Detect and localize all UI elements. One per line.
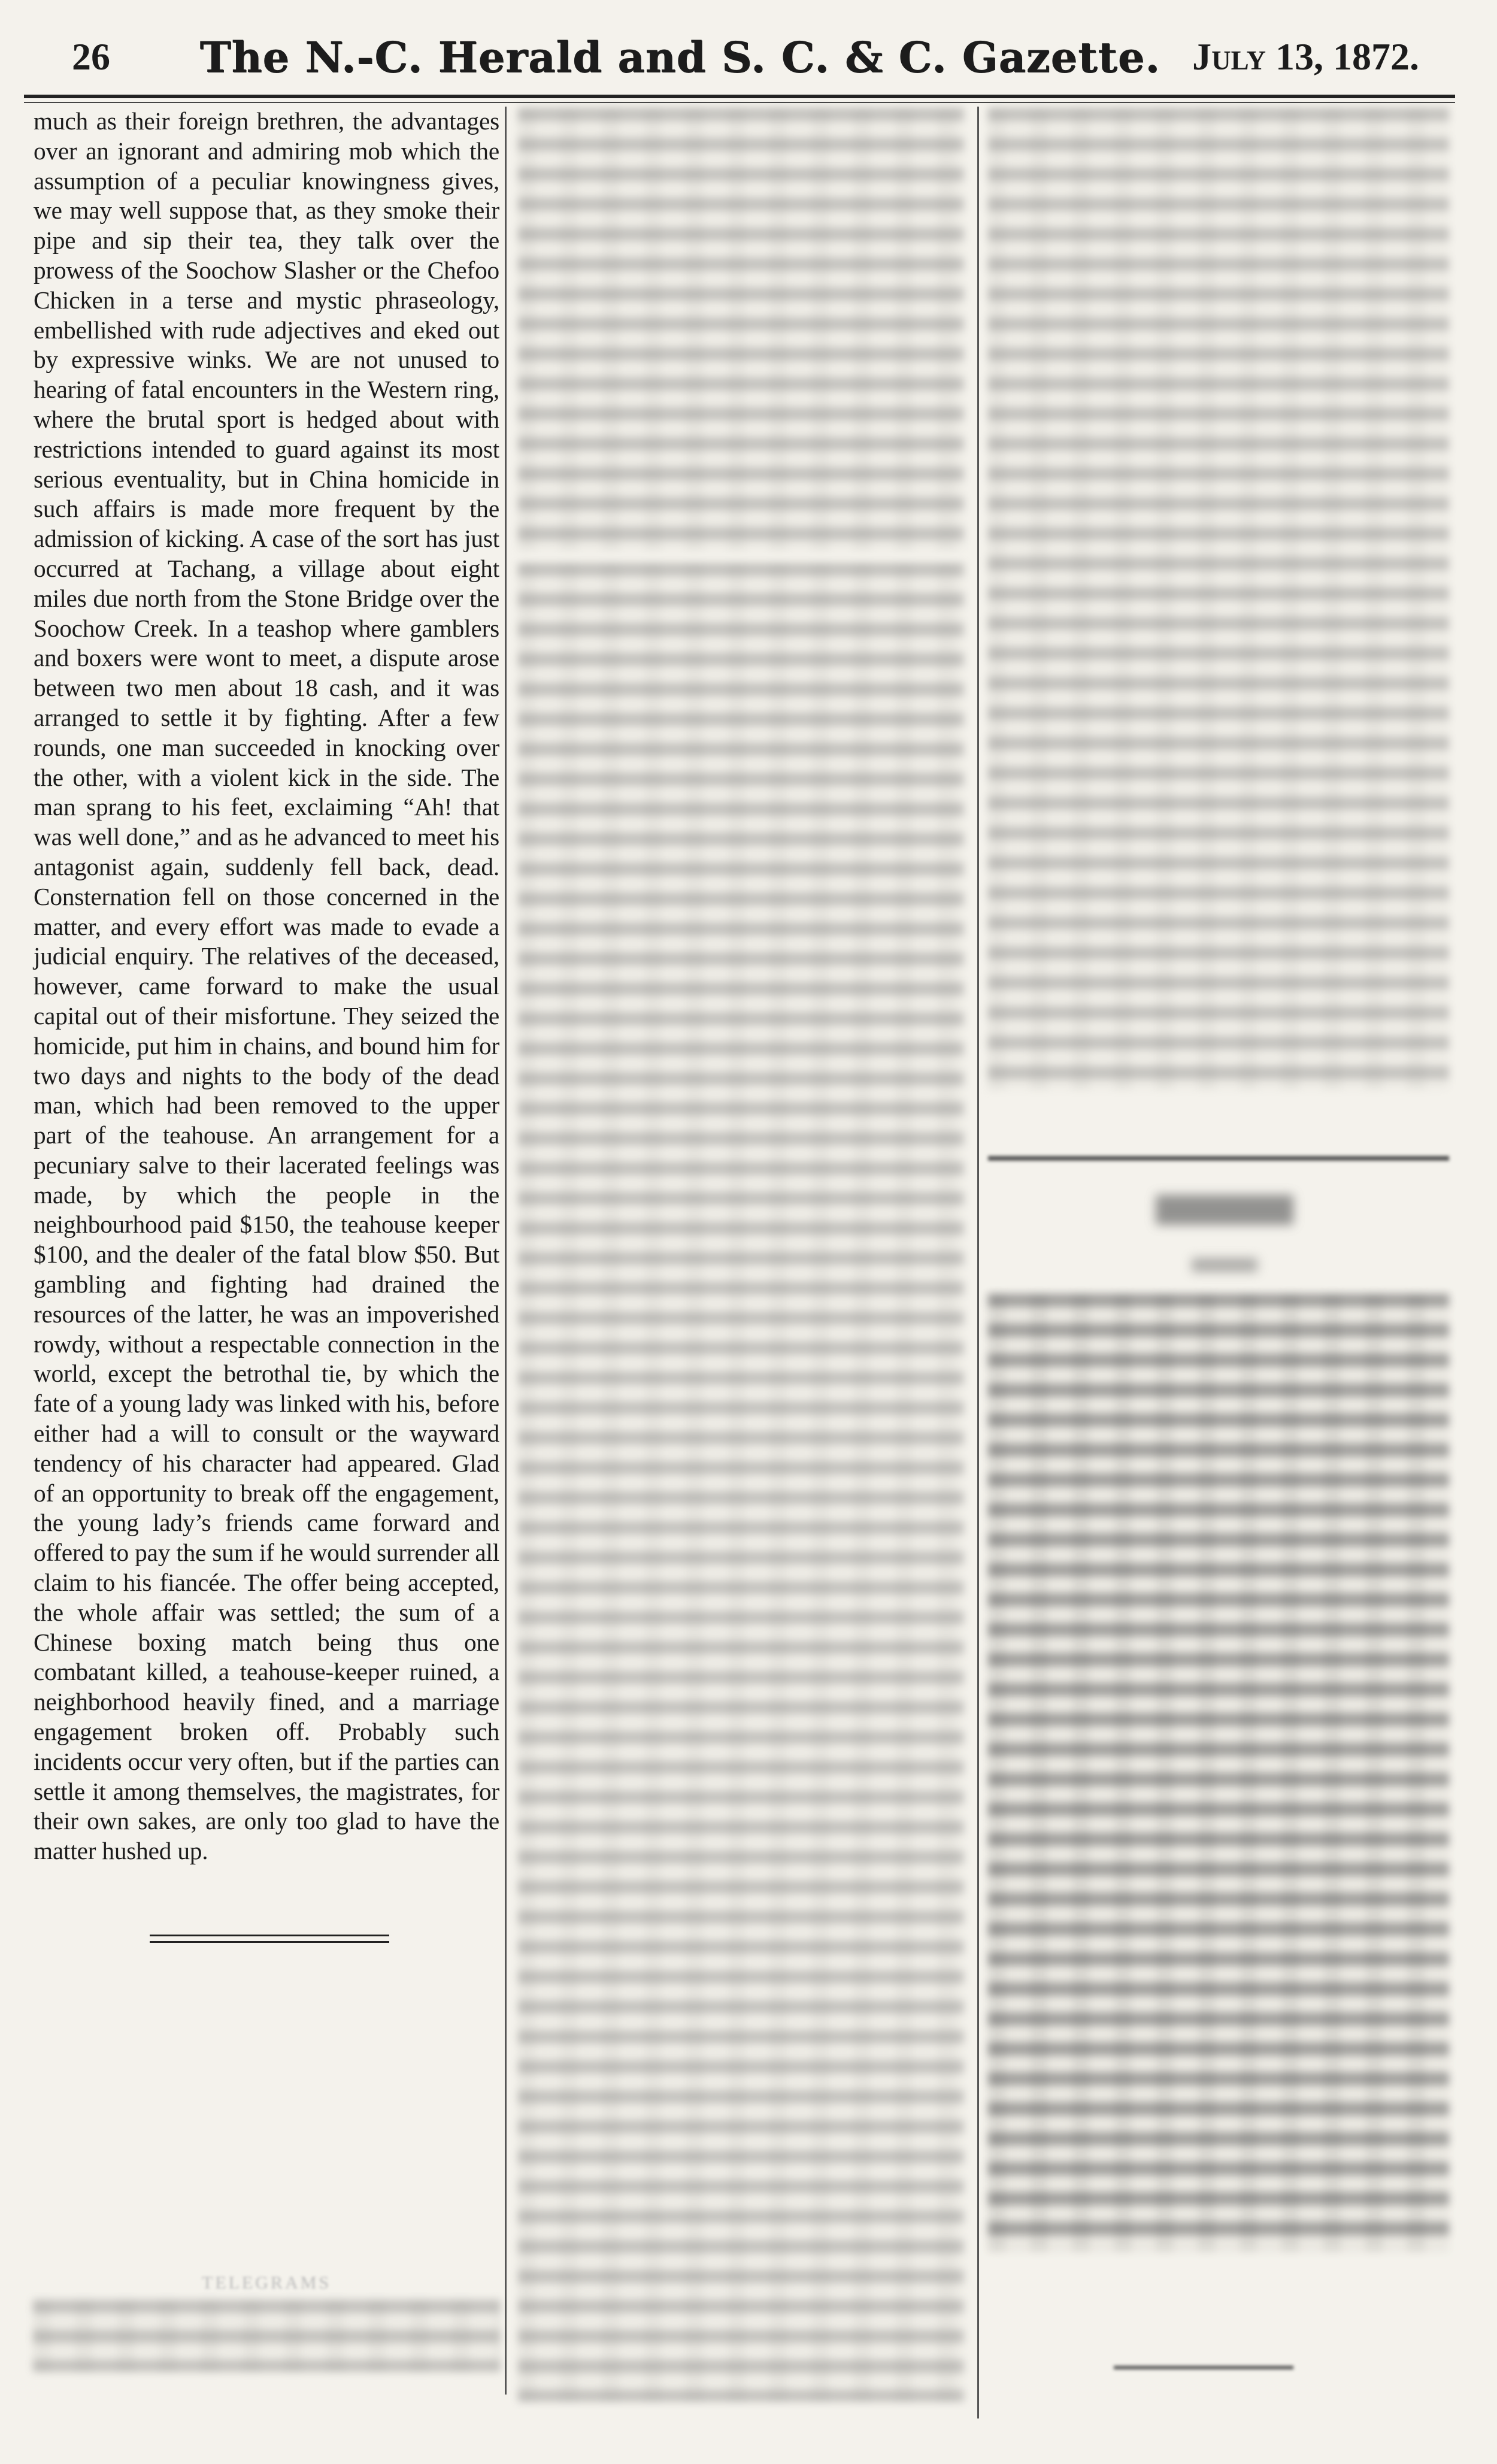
blurred-section-heading <box>1156 1195 1293 1225</box>
newspaper-title: The N.-C. Herald and S. C. & C. Gazette. <box>199 32 1160 82</box>
telegrams-heading: TELEGRAMS <box>202 2273 331 2293</box>
masthead <box>24 24 1449 90</box>
column-divider <box>977 107 979 2418</box>
article-body: much as their foreign brethren, the advantages over an ignorant and admiring mob which the assumption of a peculiar knowingness gives, we may well suppose that, as they smoke their pipe and sip their tea, they talk over the prowess of the Soochow Slasher or the Chefoo Chicken in a terse and mystic phraseology, embellished with rude adjectives and eked out by expressive winks. We are not unused to hearing of fatal encounters in the Western ring, where the brutal sport is hedged about with restrictions intended to guard against its most serious eventuality, but in China homicide in such affairs is made more frequent by the admission of kicking. A case of the sort has just occurred at Tachang, a village about eight miles due north from the Stone Bridge over the Soochow Creek. In a teashop where gamblers and boxers were wont to meet, a dispute arose between two men about 18 cash, and it was arranged to settle it by fighting. After a few rounds, one man succeeded in knocking over the other, with a violent kick in the side. The man sprang to his feet, exclaiming “Ah! that was well done,” and as he advanced to meet his antagonist again, suddenly fell back, dead. Consternation fell on those concerned in the matter, and every effort was made to evade a judicial enquiry. The relatives of the deceased, however, came forward to make the usual capital out of their misfortune. They seized the homicide, put him in chains, and bound him for two days and nights to the body of the dead man, which had been removed to the upper part of the teahouse. An arrangement for a pecuniary salve to their lacerated feelings was made, by which the people in the neighbourhood paid $150, the teahouse keeper $100, and the dealer of the fatal blow $50. But gambling and fighting had drained the resources of the latter, he was an impoverished rowdy, without a respectable connection in the world, except the betrothal tie, by which the fate of a young lady was linked with his, before either had a will to consult or the wayward tendency of his character had appeared. Glad of an opportunity to break off the engagement, the young lady’s friends came forward and offered to pay the sum if he would surrender all claim to his fiancée. The offer being accepted, the whole affair was settled; the sum of a Chinese boxing match being thus one combatant killed, a teahouse-keeper ruined, a neighborhood heavily fined, and a marriage engagement broken off. Probably such incidents occur very often, but if the parties can settle it among themselves, the magistrates, for their own sakes, are only too glad to have the matter hushed up. <box>34 107 499 1865</box>
masthead-rule-thin <box>24 102 1455 103</box>
blurred-column-right-top <box>988 108 1449 1090</box>
issue-date: July 13, 1872. <box>1192 35 1419 78</box>
blurred-section-rule <box>988 1156 1449 1161</box>
article-end-rule <box>150 1935 389 1943</box>
column-divider <box>505 107 507 2395</box>
masthead-rule <box>24 95 1455 98</box>
blurred-telegrams-text <box>33 2300 500 2372</box>
column-left <box>30 107 503 2412</box>
blurred-end-rule <box>1114 2366 1293 2369</box>
blurred-column-middle-top <box>518 108 964 551</box>
blurred-subheading <box>1192 1258 1257 1272</box>
blurred-column-right-bottom <box>988 1294 1449 2252</box>
blurred-column-middle-bottom <box>518 563 964 2402</box>
page-number: 26 <box>72 35 110 78</box>
